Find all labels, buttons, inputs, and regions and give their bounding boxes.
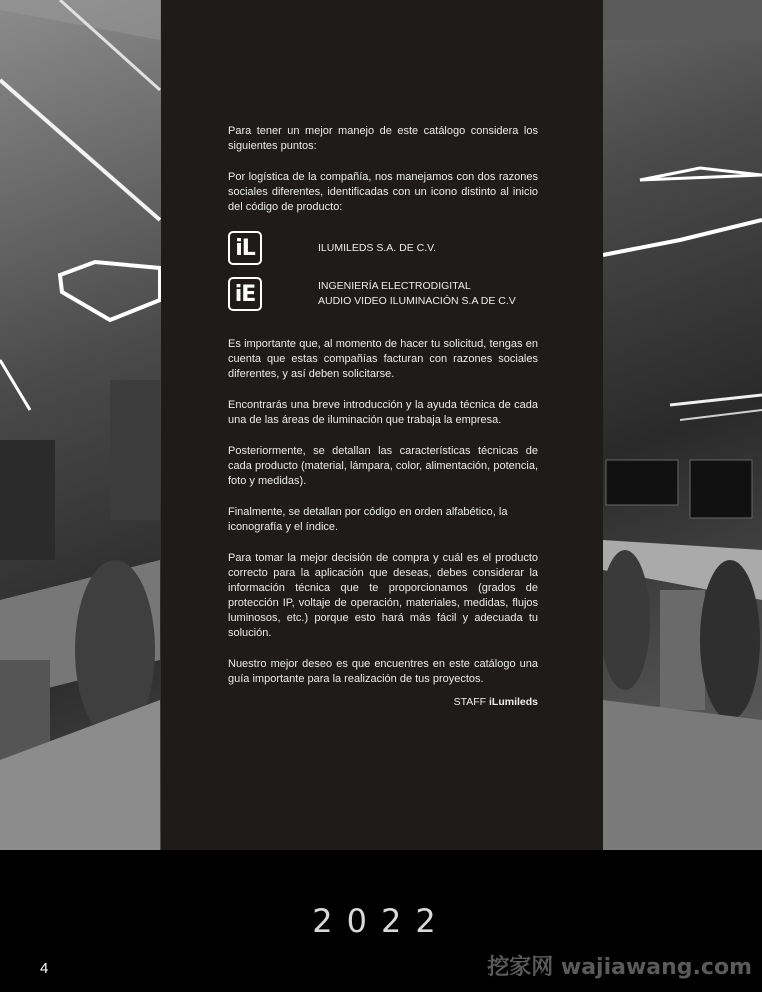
paragraph: Es importante que, al momento de hacer tu solicitud, tengas en cuenta que estas compañías facturan con razones sociales diferentes, y así deben solicitarse. [228, 338, 538, 380]
watermark: 挖家网 wajiawang.com [487, 955, 752, 980]
ingenieria-logo-icon: iE [228, 277, 262, 311]
paragraph: Finalmente, se detallan por código en orden alfabético, la iconografía y el índice. [228, 506, 508, 533]
paragraph: Posteriormente, se detallan las características técnicas de cada producto (material, lámpara, color, alimentación, potencia, foto y medidas). [228, 445, 538, 487]
paragraph: Nuestro mejor deseo es que encuentres en este catálogo una guía importante para la realización de tus proyectos. [228, 658, 538, 685]
company-ingenieria [228, 277, 538, 311]
paragraph: Encontrarás una breve introducción y la ayuda técnica de cada una de las áreas de iluminación que trabaja la empresa. [228, 399, 538, 426]
company-ilumileds [228, 231, 538, 265]
signature: STAFF iLumileds [453, 696, 538, 708]
company-name: INGENIERÍA ELECTRODIGITAL AUDIO VIDEO ILUMINACIÓN S.A DE C.V [318, 280, 516, 307]
year-label: 2022 [312, 902, 450, 940]
intro-paragraph: Para tener un mejor manejo de este catálogo considera los siguientes puntos: [228, 125, 538, 152]
catalog-introduction [228, 124, 538, 710]
page-number: 4 [40, 960, 49, 977]
paragraph: Para tomar la mejor decisión de compra y cuál es el producto correcto para la aplicación que deseas, debes considerar la información técnica que te proporcionamos (grados de protección IP, voltaje de operación, materiales, medidas, flujos luminosos, etc.) porque esto hará más fácil y adecuada tu solución. [228, 552, 538, 639]
company-name: ILUMILEDS S.A. DE C.V. [318, 241, 437, 254]
logistics-paragraph: Por logística de la compañía, nos manejamos con dos razones sociales diferentes, identificadas con un icono distinto al inicio del código de producto: [228, 171, 538, 213]
ilumileds-logo-icon: iL [228, 231, 262, 265]
